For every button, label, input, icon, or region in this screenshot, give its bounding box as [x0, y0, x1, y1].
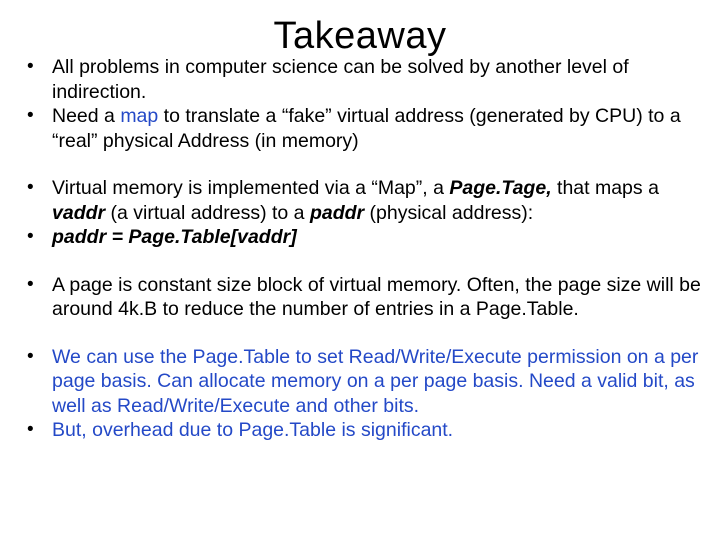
bullet-text: (physical address):: [364, 201, 534, 224]
bullet-dot-icon: •: [27, 226, 34, 247]
bullet-text: Virtual memory is implemented via a “Map”, a: [52, 177, 450, 199]
bullet-item: [24, 176, 704, 225]
bullet-text: Page.Tage,: [449, 177, 552, 199]
bullet-text: But, overhead due to Page.Table is significant.: [52, 419, 454, 441]
bullet-text: All problems in computer science can be solved by another level of indirection.: [52, 56, 629, 103]
bullet-item: [24, 104, 704, 153]
bullet-text: paddr: [309, 201, 365, 224]
bullet-text: map: [120, 105, 159, 127]
bullet-text: paddr = Page.Table[vaddr]: [52, 226, 297, 248]
bullet-text: (a virtual address) to a: [105, 201, 310, 224]
bullet-group: [24, 176, 704, 250]
bullet-text: We can use the Page.Table to set Read/Write/Execute permission on a per page basis. Can allocate memory on a per page basis. Need a valid bit, as well as Read/Write/Execute and other bits.: [52, 345, 699, 417]
bullet-dot-icon: •: [27, 177, 34, 198]
bullet-dot-icon: •: [27, 105, 34, 126]
bullet-item: [24, 225, 704, 250]
bullet-dot-icon: •: [27, 273, 34, 295]
bullet-group: [24, 345, 704, 443]
bullet-dot-icon: •: [27, 56, 34, 77]
bullet-text: to translate a “fake” virtual address (generated by CPU) to a “real” physical Address (in memory): [52, 105, 681, 152]
bullet-group: [24, 55, 704, 153]
bullet-text: vaddr: [52, 201, 106, 224]
bullet-dot-icon: •: [27, 419, 34, 440]
bullet-text: Need a: [52, 105, 121, 127]
slide-body: [24, 55, 704, 466]
bullet-item: [24, 273, 704, 322]
bullet-item: [24, 55, 704, 104]
slide-title: Takeaway: [273, 15, 447, 57]
bullet-item: [24, 345, 704, 419]
bullet-dot-icon: •: [27, 345, 34, 367]
bullet-group: [24, 273, 704, 322]
bullet-item: [24, 418, 704, 443]
bullet-text: that maps a: [551, 177, 659, 199]
bullet-text: A page is constant size block of virtual memory. Often, the page size will be around 4k.B to reduce the number of entries in a Page.Table.: [52, 273, 701, 320]
